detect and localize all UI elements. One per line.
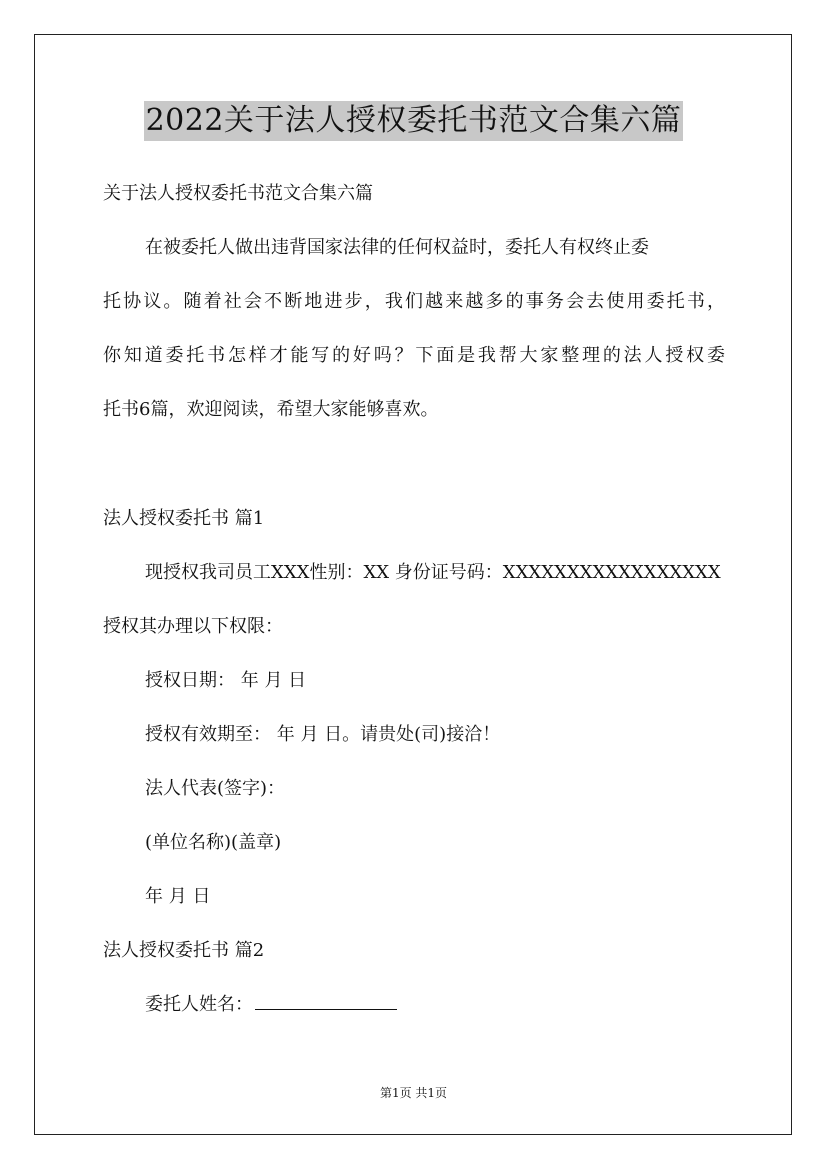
section2-name-row: [145, 993, 397, 1017]
section1-validity-line: 授权有效期至： 年 月 日。请贵处(司)接洽！: [145, 724, 501, 745]
section1-date-line: 授权日期： 年 月 日: [145, 670, 307, 691]
section1-authorization-line: 现授权我司员工XXX性别：XX 身份证号码：XXXXXXXXXXXXXXXXX: [145, 562, 721, 583]
section2-heading: 法人授权委托书 篇2: [103, 940, 265, 961]
section1-ymd-line: 年 月 日: [145, 886, 211, 907]
section1-unit-line: (单位名称)(盖章): [145, 832, 282, 853]
name-blank-line: [255, 993, 397, 1010]
title-container: [0, 101, 827, 141]
intro-line-4: 托书6篇，欢迎阅读，希望大家能够喜欢。: [103, 399, 439, 420]
document-subtitle: 关于法人授权委托书范文合集六篇: [103, 183, 373, 204]
document-title: 2022关于法人授权委托书范文合集六篇: [144, 101, 684, 141]
page-footer: 第1页 共1页: [379, 1086, 448, 1100]
section1-permissions-line: 授权其办理以下权限：: [103, 616, 283, 637]
intro-line-2: 托协议。随着社会不断地进步，我们越来越多的事务会去使用委托书，: [103, 291, 725, 312]
intro-line-1: 在被委托人做出违背国家法律的任何权益时，委托人有权终止委: [145, 237, 649, 258]
intro-line-3: 你知道委托书怎样才能写的好吗？下面是我帮大家整理的法人授权委: [103, 345, 725, 366]
section2-name-label: 委托人姓名：: [145, 994, 253, 1015]
section1-representative-line: 法人代表(签字)：: [145, 778, 286, 799]
section1-heading: 法人授权委托书 篇1: [103, 508, 265, 529]
